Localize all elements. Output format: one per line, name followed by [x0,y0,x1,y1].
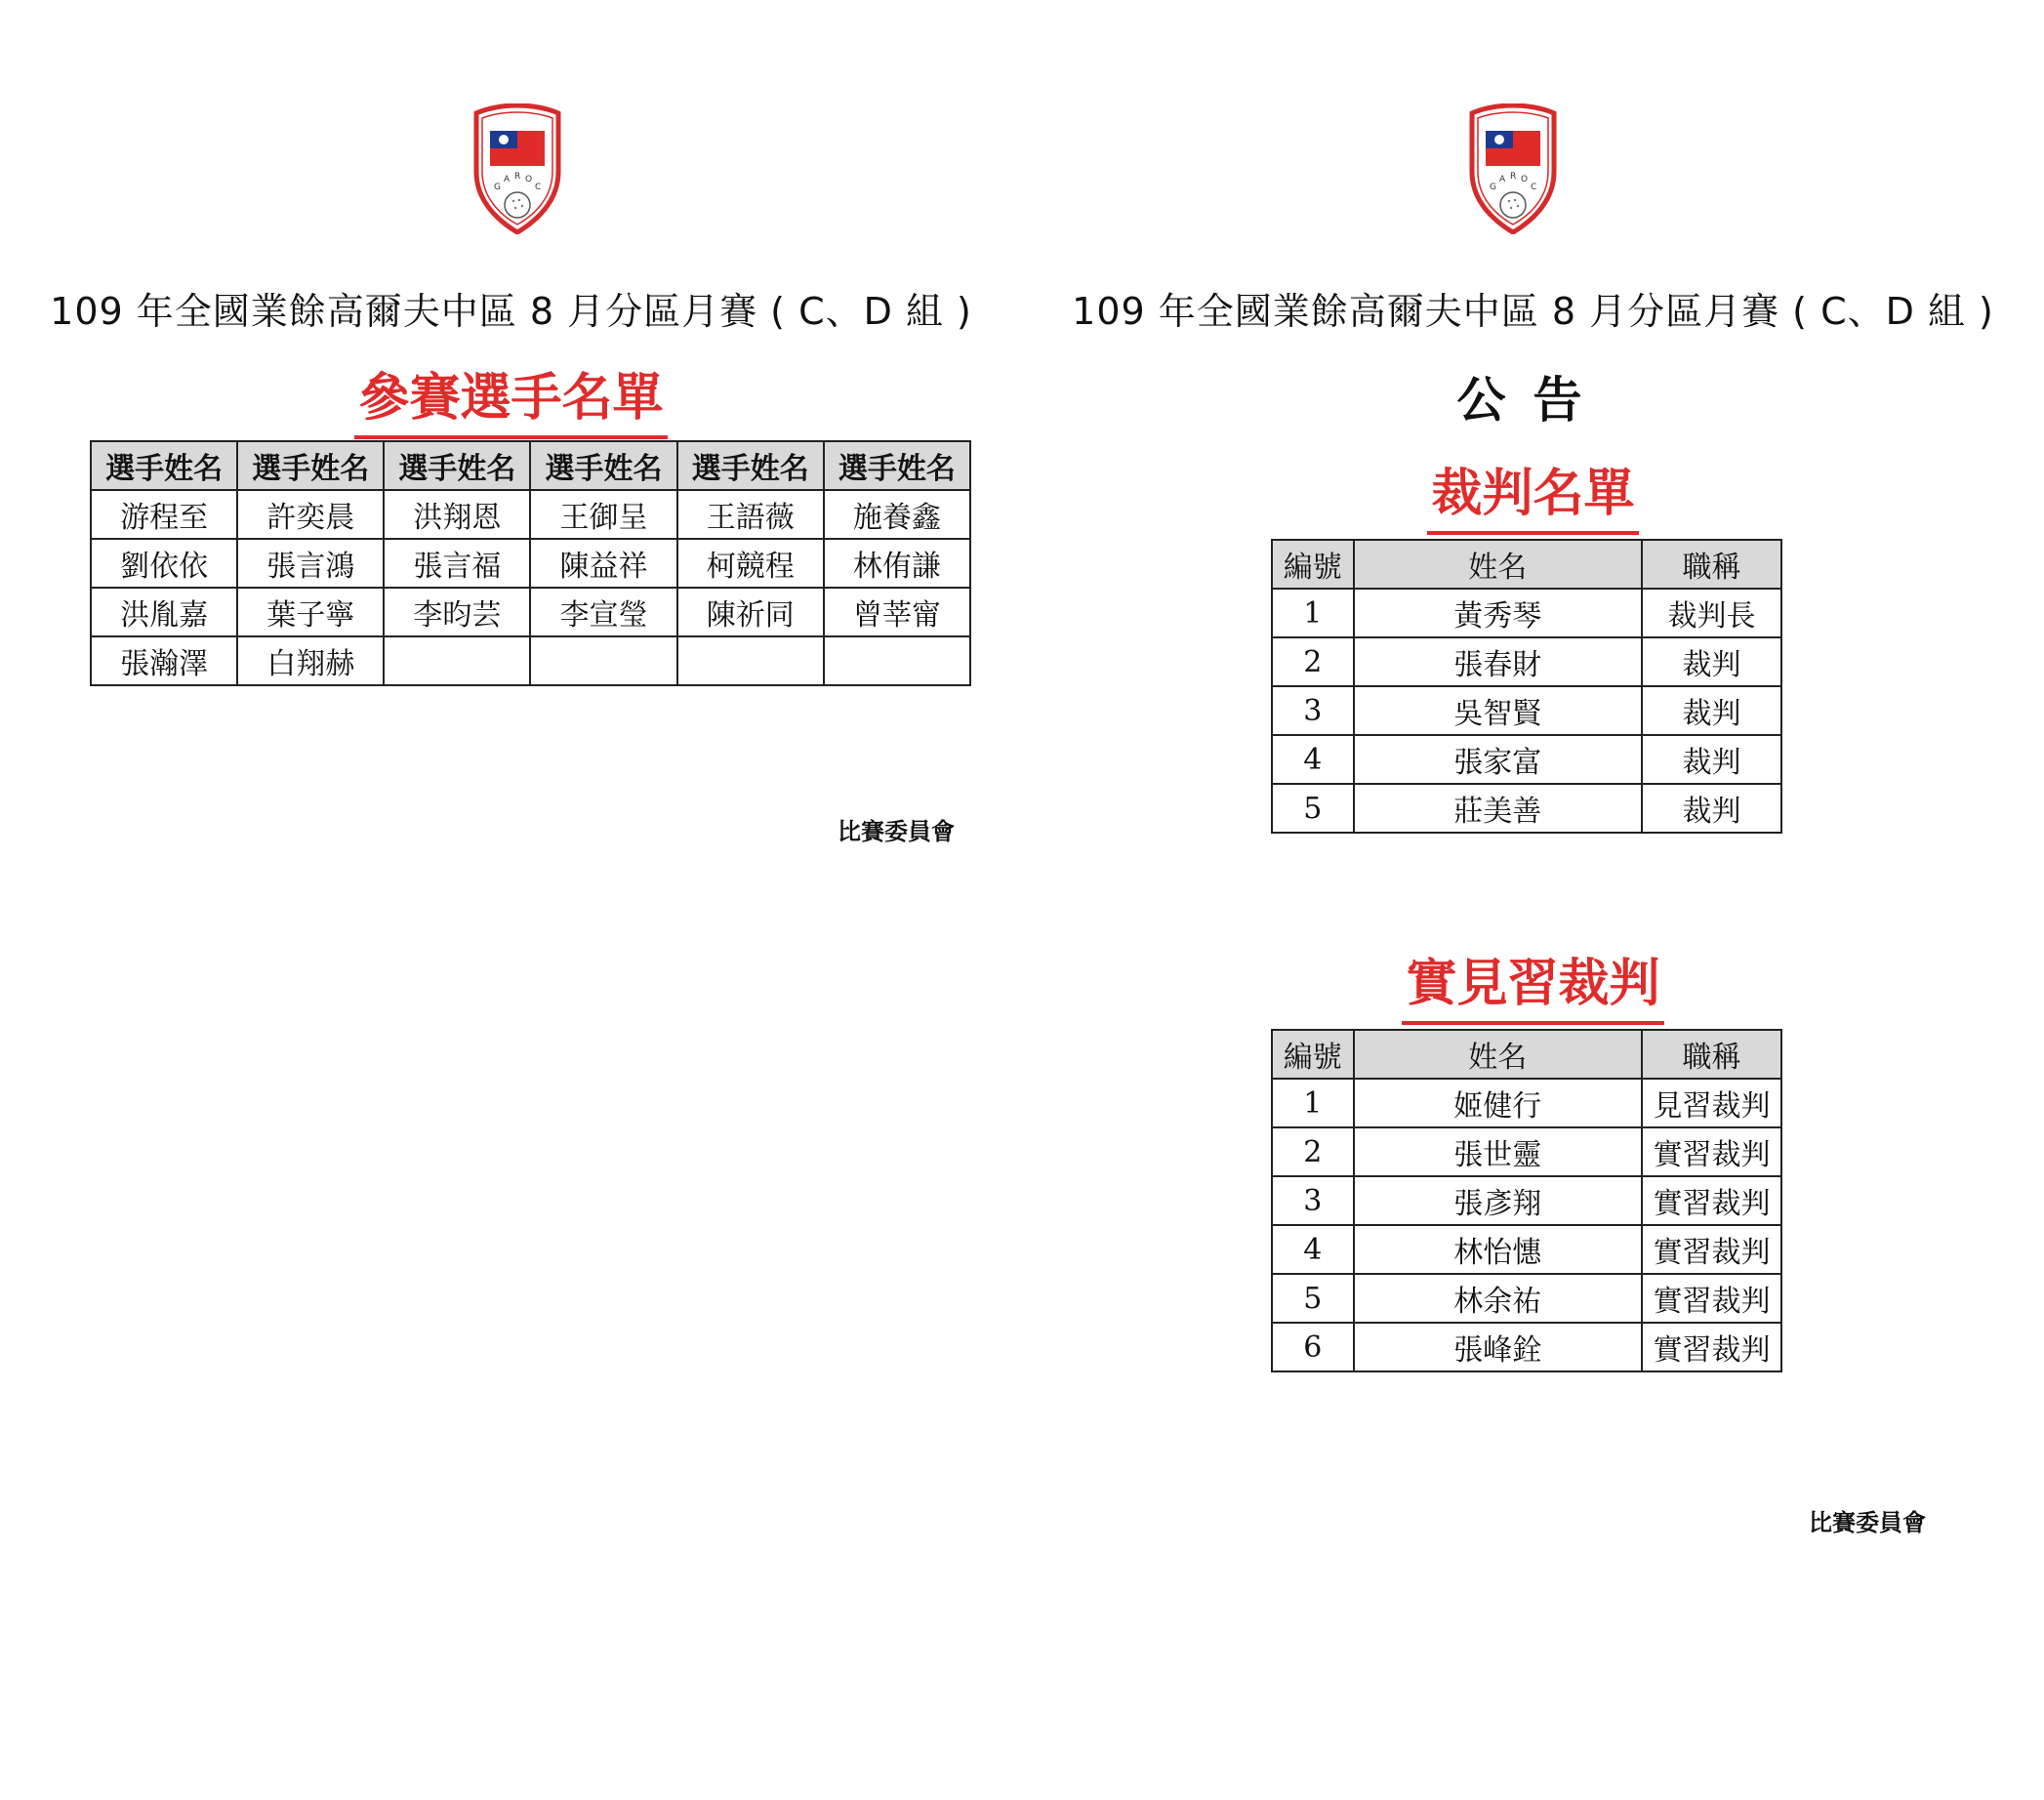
referees-heading-container [1022,463,2044,535]
players-header-cell: 選手姓名 [824,441,970,490]
name-cell: 林余祐 [1354,1274,1643,1323]
svg-text:C: C [535,183,542,192]
player-cell: 曾莘甯 [824,588,970,636]
trainees-table [1271,1029,1782,1372]
garoc-logo-icon [1468,103,1558,234]
players-heading: 參賽選手名單 [354,367,667,439]
trainees-header-cell: 職稱 [1642,1030,1781,1079]
table-row [1272,1127,1781,1176]
title-cell: 裁判 [1642,686,1781,735]
number-cell: 6 [1272,1323,1354,1371]
title-cell: 實習裁判 [1642,1176,1781,1225]
player-cell: 張瀚澤 [91,636,237,685]
svg-text:C: C [1531,183,1537,192]
player-cell: 柯競程 [677,539,824,588]
title-cell: 裁判 [1642,735,1781,784]
title-cell: 實習裁判 [1642,1127,1781,1176]
name-cell: 張春財 [1354,637,1643,686]
players-header-cell: 選手姓名 [384,441,530,490]
player-cell: 施養鑫 [824,490,970,539]
table-row [1272,1225,1781,1274]
title-cell: 見習裁判 [1642,1079,1781,1127]
name-cell: 林怡憓 [1354,1225,1643,1274]
referees-heading: 裁判名單 [1427,463,1638,535]
player-cell: 葉子寧 [237,588,384,636]
table-row [1272,1323,1781,1371]
player-cell [384,636,530,685]
title-cell: 實習裁判 [1642,1274,1781,1323]
players-header-cell: 選手姓名 [677,441,824,490]
referees-table [1271,539,1782,834]
table-row [91,490,970,539]
svg-text:O: O [525,175,533,184]
svg-text:A: A [504,175,511,184]
committee-signature: 比賽委員會 [838,818,955,845]
name-cell: 張彥翔 [1354,1176,1643,1225]
title-cell: 實習裁判 [1642,1225,1781,1274]
trainees-header-cell: 編號 [1272,1030,1354,1079]
number-cell: 2 [1272,1127,1354,1176]
table-row [1272,686,1781,735]
trainees-heading-container [1022,953,2044,1025]
event-title: 109 年全國業餘高爾夫中區 8 月分區月賽 ( C、D 組 ) [50,290,972,333]
table-row [1272,589,1781,637]
player-cell: 陳益祥 [530,539,676,588]
player-cell: 洪胤嘉 [91,588,237,636]
table-row [91,636,970,685]
player-cell: 劉依依 [91,539,237,588]
referees-header-row [1272,540,1781,589]
name-cell: 張峰銓 [1354,1323,1643,1371]
committee-signature: 比賽委員會 [1809,1509,1926,1536]
number-cell: 5 [1272,1274,1354,1323]
table-row [1272,1079,1781,1127]
name-cell: 張世靈 [1354,1127,1643,1176]
table-row [1272,1176,1781,1225]
title-cell: 裁判長 [1642,589,1781,637]
name-cell: 黃秀琴 [1354,589,1643,637]
table-row [1272,784,1781,833]
player-cell: 李宣瑩 [530,588,676,636]
title-cell: 裁判 [1642,637,1781,686]
number-cell: 3 [1272,686,1354,735]
player-cell: 陳祈同 [677,588,824,636]
player-cell: 李昀芸 [384,588,530,636]
name-cell: 吳智賢 [1354,686,1643,735]
players-header-cell: 選手姓名 [237,441,384,490]
player-cell: 白翔赫 [237,636,384,685]
trainees-header-cell: 姓名 [1354,1030,1643,1079]
player-cell [530,636,676,685]
number-cell: 2 [1272,637,1354,686]
event-title: 109 年全國業餘高爾夫中區 8 月分區月賽 ( C、D 組 ) [1072,290,1994,333]
table-row [1272,735,1781,784]
svg-text:G: G [494,183,501,192]
player-cell: 林侑謙 [824,539,970,588]
player-cell [824,636,970,685]
table-row [1272,637,1781,686]
player-cell: 王御呈 [530,490,676,539]
players-header-cell: 選手姓名 [91,441,237,490]
table-row [1272,1274,1781,1323]
player-cell: 游程至 [91,490,237,539]
referees-header-cell: 編號 [1272,540,1354,589]
right-page [1022,0,2044,1800]
player-cell: 許奕晨 [237,490,384,539]
number-cell: 1 [1272,1079,1354,1127]
referees-header-cell: 姓名 [1354,540,1643,589]
players-heading-container [0,367,1022,439]
player-cell [677,636,824,685]
number-cell: 1 [1272,589,1354,637]
number-cell: 3 [1272,1176,1354,1225]
title-cell: 實習裁判 [1642,1323,1781,1371]
name-cell: 姬健行 [1354,1079,1643,1127]
number-cell: 4 [1272,1225,1354,1274]
svg-text:R: R [514,172,521,182]
player-cell: 張言福 [384,539,530,588]
players-table [90,440,971,686]
player-cell: 洪翔恩 [384,490,530,539]
announcement-title: 公告 [1456,372,1610,429]
player-cell: 王語薇 [677,490,824,539]
name-cell: 莊美善 [1354,784,1643,833]
players-header-row [91,441,970,490]
garoc-logo-icon [472,103,562,234]
table-row [91,588,970,636]
players-header-cell: 選手姓名 [530,441,676,490]
svg-text:G: G [1490,183,1496,192]
number-cell: 4 [1272,735,1354,784]
trainees-heading: 實見習裁判 [1402,953,1663,1025]
trainees-header-row [1272,1030,1781,1079]
svg-text:O: O [1521,175,1529,184]
referees-header-cell: 職稱 [1642,540,1781,589]
name-cell: 張家富 [1354,735,1643,784]
table-row [91,539,970,588]
number-cell: 5 [1272,784,1354,833]
svg-text:A: A [1499,175,1506,184]
title-cell: 裁判 [1642,784,1781,833]
player-cell: 張言鴻 [237,539,384,588]
svg-text:R: R [1510,172,1517,182]
